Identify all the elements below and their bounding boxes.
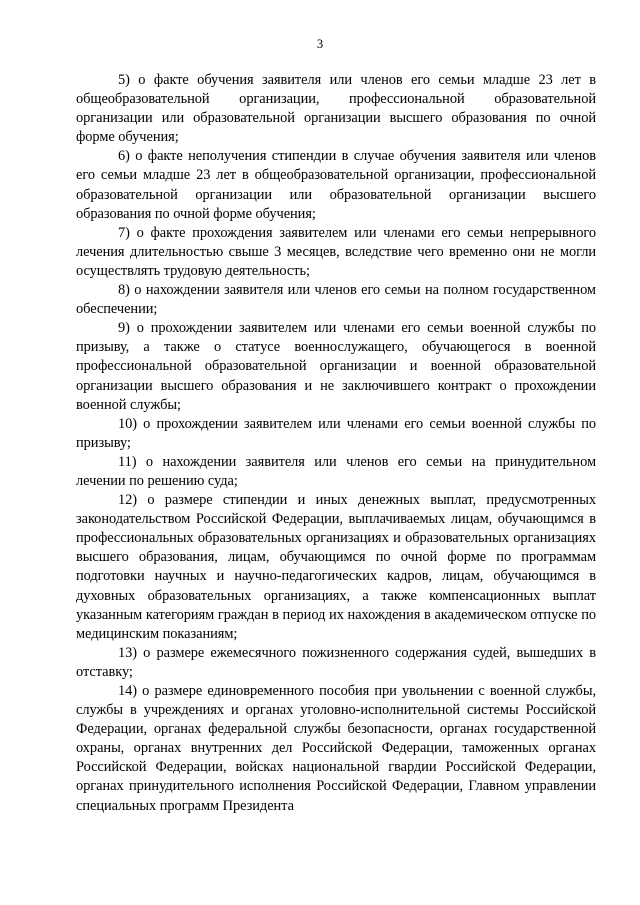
list-item-9: 9) о прохождении заявителем или членами его семьи военной службы по призыву, а также о статусе военнослужащего, обучающегося в военной профессиональной образовательной организации и военной образовательной организации высшего образования и не заключившего контракт о прохождении военной службы; bbox=[76, 320, 596, 413]
list-item-8: 8) о нахождении заявителя или членов его семьи на полном государственном обеспечении; bbox=[76, 282, 596, 318]
list-item-12: 12) о размере стипендии и иных денежных выплат, предусмотренных законодательством Российской Федерации, выплачиваемых лицам, обучающимся в профессиональных образовательных организациях и образовательных организациях высшего образования, лицам, обучающимся по очной форме по программам подготовки научных и научно-педагогических кадров, лицам, обучающимся в духовных образовательных организациях, а также компенсационных выплат указанным категориям граждан в период их нахождения в академическом отпуске по медицинским показаниям; bbox=[76, 492, 596, 642]
list-item-5: 5) о факте обучения заявителя или членов его семьи младше 23 лет в общеобразовательной организации, профессиональной образовательной организации или образовательной организации высшего образования по очной форме обучения; bbox=[76, 72, 596, 146]
list-item-14: 14) о размере единовременного пособия при увольнении с военной службы, службы в учреждениях и органах уголовно-исполнительной системы Российской Федерации, органах федеральной службы безопасности, органах государственной охраны, органах внутренних дел Российской Федерации, таможенных органах Российской Федерации, войсках национальной гвардии Российской Федерации, органах принудительного исполнения Российской Федерации, Главном управлении специальных программ Президента bbox=[76, 683, 596, 814]
document-body bbox=[76, 71, 596, 816]
list-item-11: 11) о нахождении заявителя или членов его семьи на принудительном лечении по решению суда; bbox=[76, 453, 596, 489]
page-number: 3 bbox=[316, 37, 324, 51]
list-item-10: 10) о прохождении заявителем или членами его семьи военной службы по призыву; bbox=[76, 415, 596, 451]
list-item-13: 13) о размере ежемесячного пожизненного содержания судей, вышедших в отставку; bbox=[76, 644, 596, 680]
list-item-6: 6) о факте неполучения стипендии в случае обучения заявителя или членов его семьи младше 23 лет в общеобразовательной организации, профессиональной образовательной организации или образовательной организации высшего образования по очной форме обучения; bbox=[76, 148, 596, 222]
list-item-7: 7) о факте прохождения заявителем или членами его семьи непрерывного лечения длительностью свыше 3 месяцев, вследствие чего временно они не могли осуществлять трудовую деятельность; bbox=[76, 224, 596, 279]
